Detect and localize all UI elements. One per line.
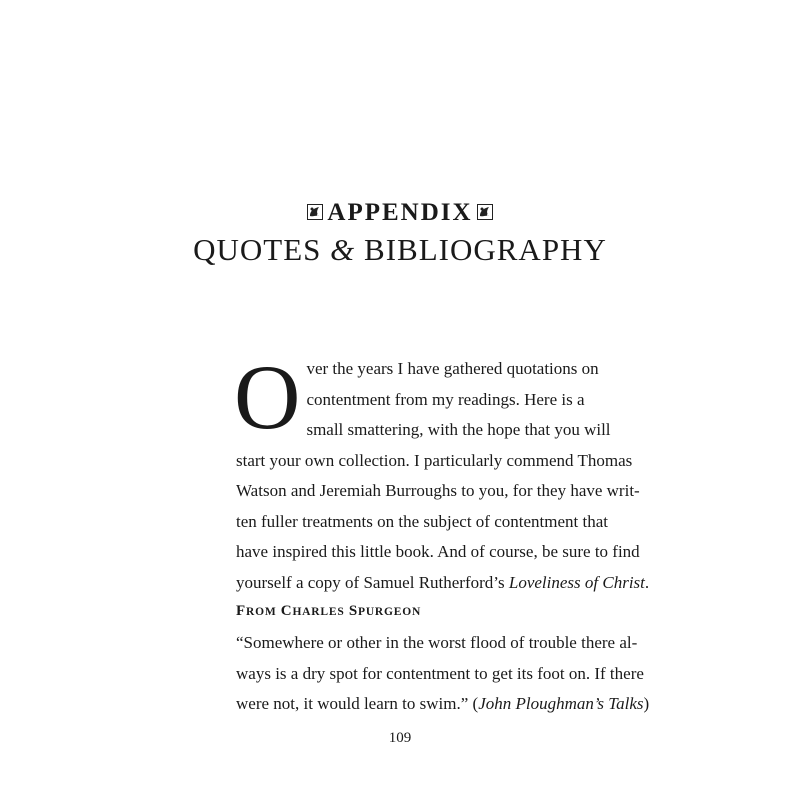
appendix-header: [0, 198, 800, 270]
heading-rest: PURGEON: [358, 606, 422, 618]
intro-paragraph: [234, 346, 650, 598]
appendix-heading: [0, 198, 800, 228]
quote-line: “Somewhere or other in the worst flood of trouble there al-: [236, 633, 638, 652]
quote-last-punct: ): [643, 694, 650, 713]
intro-line: start your own collection. I particularly commend Thomas: [236, 450, 633, 470]
intro-line: ver the years I have gathered quotations on: [306, 359, 599, 378]
title-ampersand: &: [330, 232, 356, 267]
heading-word: [281, 604, 345, 619]
intro-line: ten fuller treatments on the subject of contentment that: [236, 511, 608, 531]
quote-line: ways is a dry spot for contentment to get its foot on. If there: [236, 663, 644, 683]
section-heading-charles-spurgeon: [236, 603, 421, 620]
heading-initial: F: [236, 603, 246, 619]
floral-fleuron-icon: [307, 204, 323, 220]
intro-line-last: [236, 568, 650, 599]
floral-fleuron-icon: [477, 204, 493, 220]
heading-initial: C: [280, 603, 293, 619]
heading-word: [236, 604, 276, 619]
intro-line: Watson and Jeremiah Burroughs to you, for they have writ-: [236, 481, 640, 500]
heading-word: [349, 604, 421, 619]
heading-initial: S: [348, 603, 358, 619]
intro-line: contentment from my readings. Here is a: [306, 389, 585, 409]
intro-last-punct: .: [644, 572, 650, 592]
spurgeon-quote: [236, 628, 650, 720]
heading-rest: HARLES: [292, 606, 345, 618]
title-part-bibliography: BIBLIOGRAPHY: [355, 232, 607, 267]
drop-cap: O: [234, 346, 301, 448]
heading-rest: ROM: [245, 606, 277, 618]
book-title-loveliness-of-christ: Loveliness of Christ: [508, 572, 645, 592]
page-title: [0, 230, 800, 270]
title-part-quotes: QUOTES: [193, 232, 331, 267]
page-number: 109: [388, 730, 412, 746]
quote-last-text: were not, it would learn to swim.” (: [236, 694, 479, 713]
intro-line: have inspired this little book. And of course, be sure to find: [236, 542, 640, 561]
quote-line-last: [236, 689, 650, 720]
intro-line: small smattering, with the hope that you will: [306, 420, 611, 439]
intro-last-text: yourself a copy of Samuel Rutherford’s: [236, 572, 509, 592]
appendix-label: APPENDIX: [327, 199, 473, 226]
book-title-john-ploughmans-talks: John Ploughman’s Talks: [478, 694, 644, 713]
